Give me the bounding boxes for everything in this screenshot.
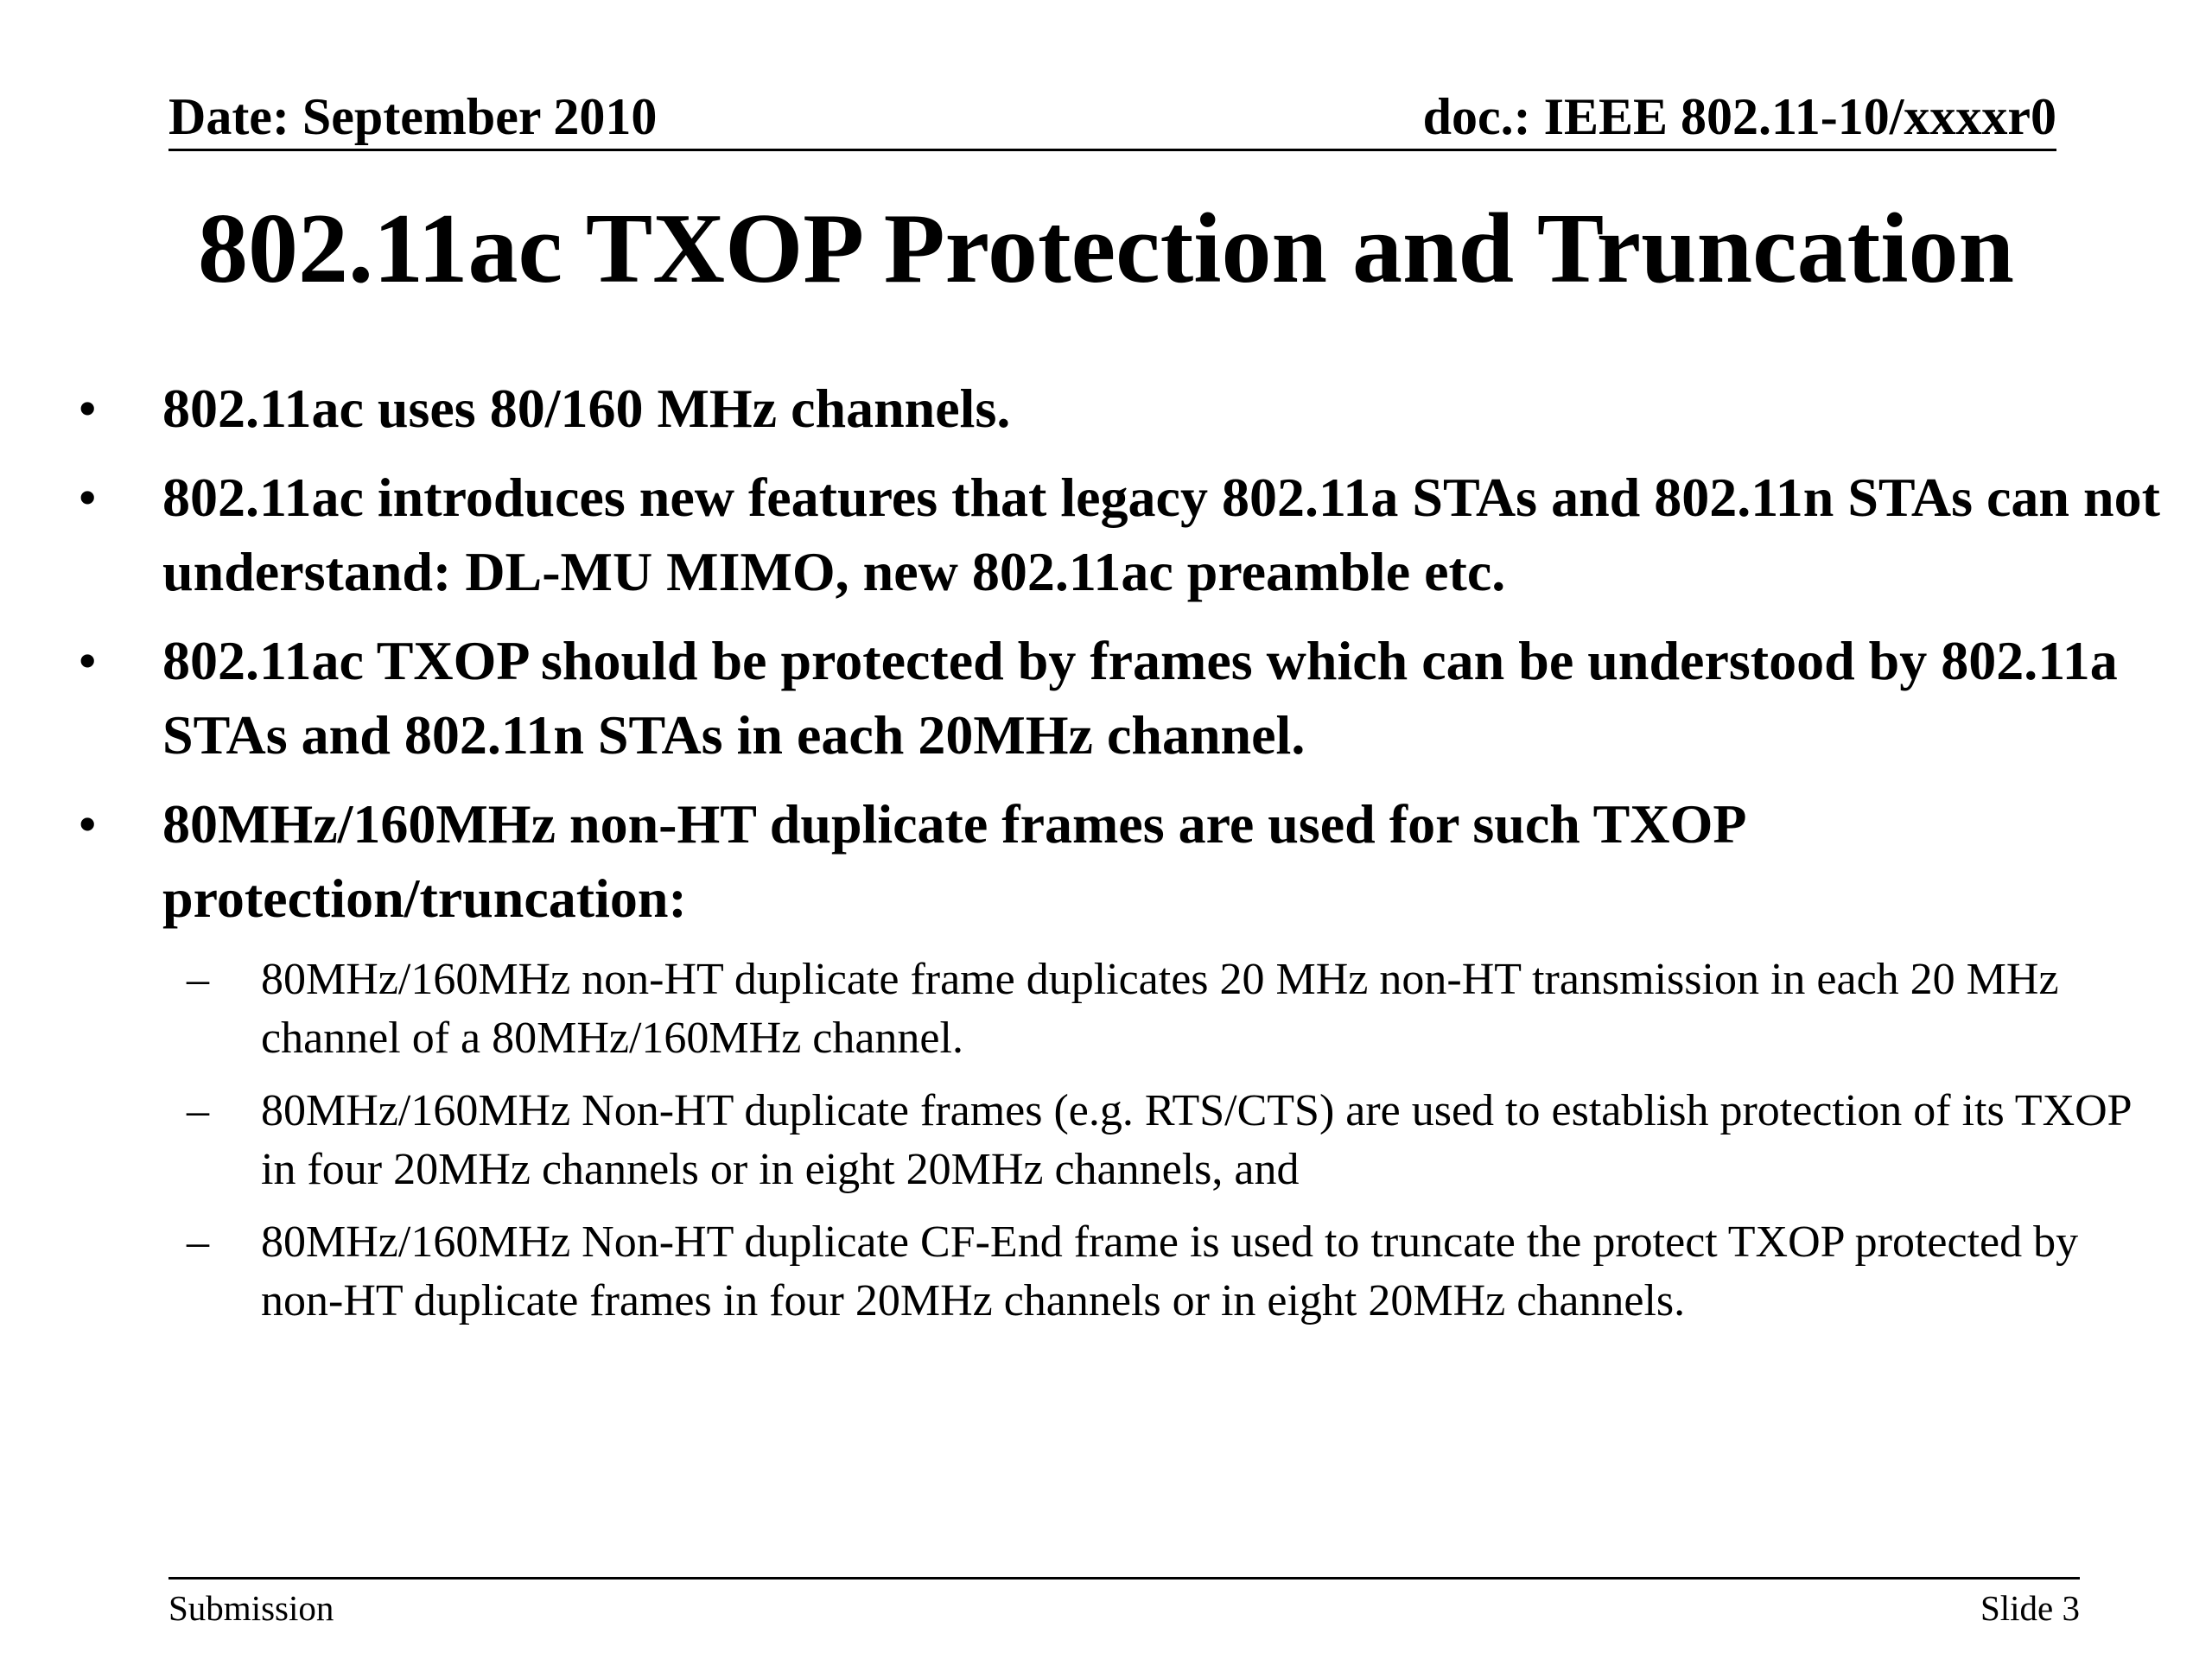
- sub-bullet-item: [0, 1082, 2158, 1199]
- slide-body: [0, 372, 2212, 1344]
- sub-bullet-mark: –: [187, 955, 209, 1004]
- bullet-mark: •: [78, 630, 98, 691]
- slide-title: 802.11ac TXOP Protection and Truncation: [197, 194, 2015, 304]
- header-date: Date: September 2010: [168, 88, 658, 145]
- sub-bullet-text: 80MHz/160MHz non-HT duplicate frame duplicates 20 MHz non-HT transmission in each 20 MHz channel of a 80MHz/160MHz channel.: [261, 955, 2059, 1063]
- bullet-mark: •: [78, 793, 98, 855]
- bullet-mark: •: [78, 378, 98, 439]
- bullet-item: [0, 624, 2167, 772]
- footer-slide-number: Slide 3: [1980, 1588, 2080, 1628]
- sub-bullet-text: 80MHz/160MHz Non-HT duplicate frames (e.g. RTS/CTS) are used to establish protection of its TXOP in four 20MHz channels or in eight 20MHz channels, and: [261, 1086, 2131, 1194]
- sub-bullet-item: [0, 950, 2158, 1068]
- sub-bullet-mark: –: [187, 1086, 209, 1135]
- bullet-text: 802.11ac TXOP should be protected by frames which can be understood by 802.11a STAs and 802.11n STAs in each 20MHz channel.: [162, 630, 2118, 766]
- bullet-text: 802.11ac uses 80/160 MHz channels.: [162, 378, 1011, 439]
- header-doc-id: doc.: IEEE 802.11-10/xxxxr0: [1422, 88, 2056, 145]
- slide-footer: [168, 1577, 2080, 1631]
- sub-bullet-item: [0, 1213, 2158, 1331]
- bullet-text: 802.11ac introduces new features that legacy 802.11a STAs and 802.11n STAs can not understand: DL-MU MIMO, new 802.11ac preamble etc.: [162, 467, 2160, 602]
- sub-bullet-list: [0, 950, 2212, 1331]
- footer-submission: Submission: [168, 1588, 334, 1628]
- bullet-item: [0, 461, 2167, 609]
- bullet-item: [0, 787, 2167, 936]
- slide-header: [168, 85, 2056, 151]
- sub-bullet-mark: –: [187, 1217, 209, 1267]
- bullet-item: [0, 372, 2167, 446]
- bullet-text: 80MHz/160MHz non-HT duplicate frames are used for such TXOP protection/truncation:: [162, 793, 1744, 929]
- bullet-mark: •: [78, 467, 98, 528]
- sub-bullet-text: 80MHz/160MHz Non-HT duplicate CF-End frame is used to truncate the protect TXOP protected by non-HT duplicate frames in four 20MHz channels or in eight 20MHz channels.: [261, 1217, 2079, 1325]
